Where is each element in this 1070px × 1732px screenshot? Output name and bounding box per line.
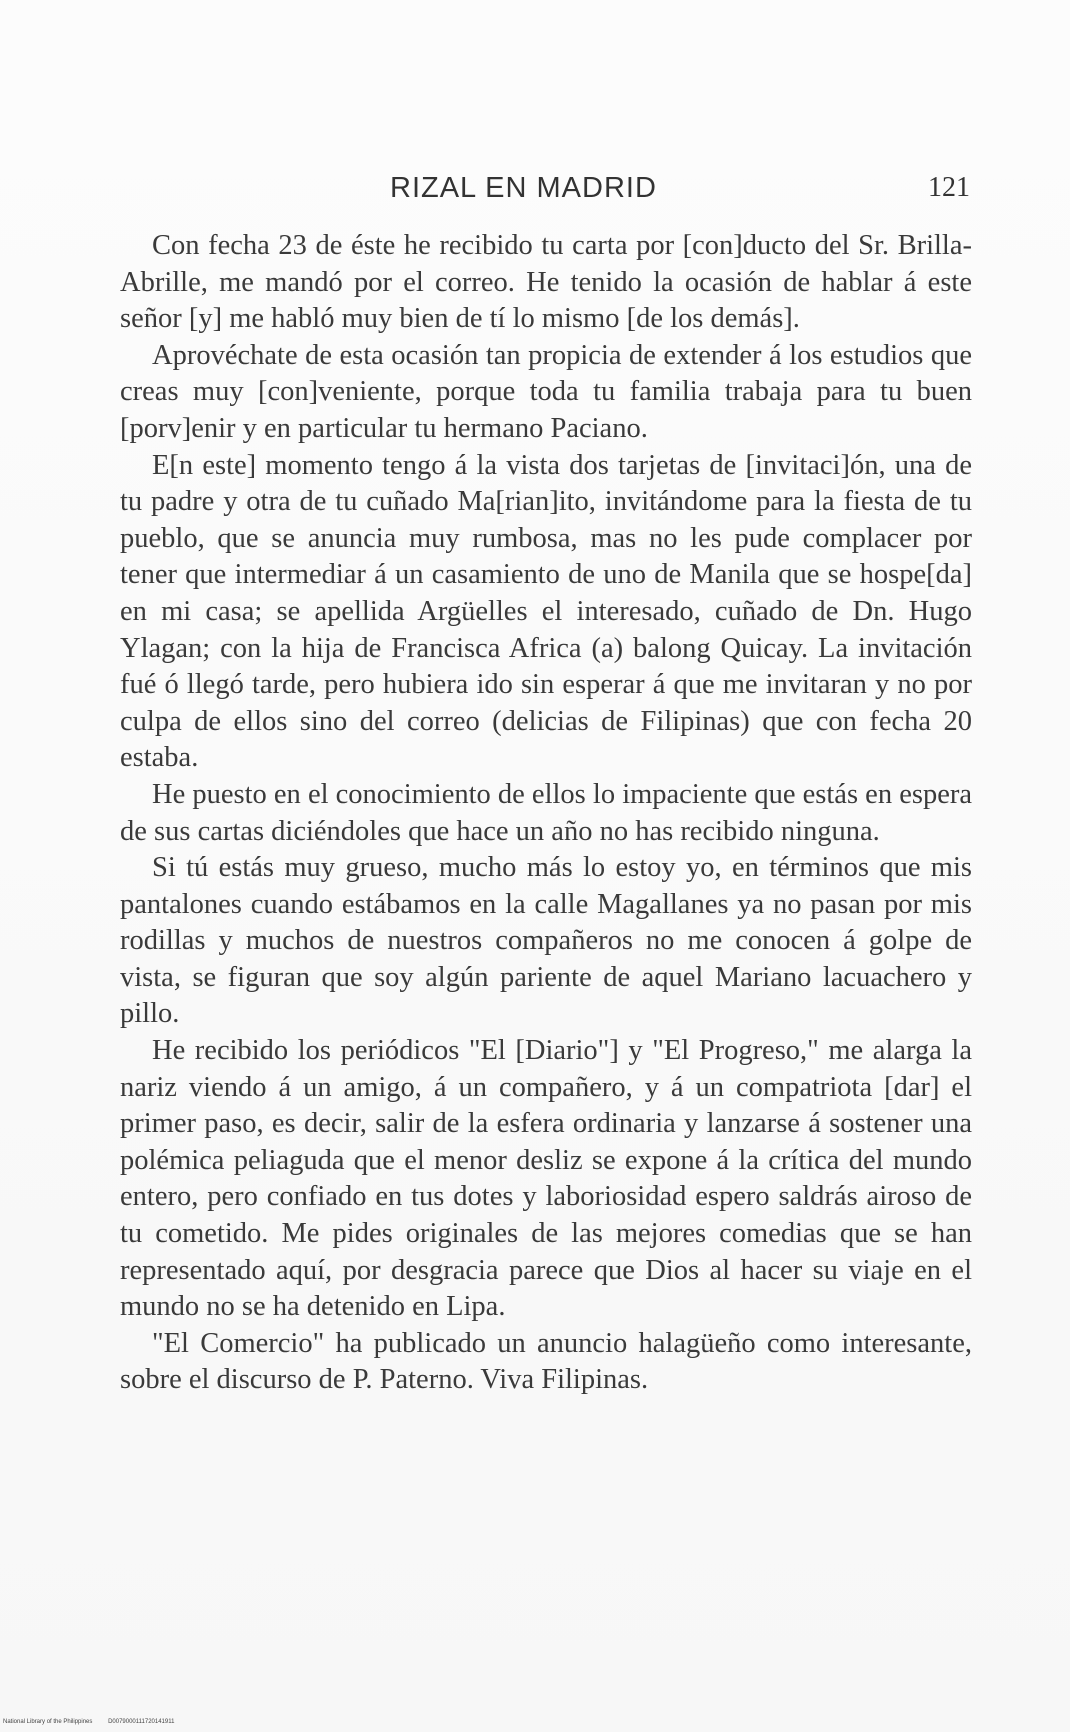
paragraph-3: E[n este] momento tengo á la vista dos tarjetas de [invitaci]ón, una de tu padre y otra de tu cuñado Ma[rian]ito, invitándome para la fiesta de tu pueblo, que se anuncia muy rumbosa, mas no les pude complacer por tener que intermediar á un casamiento de uno de Manila que se hospe[da] en mi casa; se apellida Argüelles el interesado, cuñado de Dn. Hugo Ylagan; con la hija de Francisca Africa (a) balong Quicay. La invitación fué ó llegó tarde, pero hubiera ido sin esperar á que me invitaran y no por culpa de ellos sino del correo (delicias de Filipinas) que con fecha 20 estaba. [120, 449, 972, 774]
paragraph-5: Si tú estás muy grueso, mucho más lo estoy yo, en términos que mis pantalones cuando estábamos en la calle Magallanes ya no pasan por mis rodillas y muchos de nuestros compañeros no me conocen á golpe de vista, se figuran que soy algún pariente de aquel Mariano lacuachero y pillo. [120, 852, 972, 1030]
paragraph-4: He puesto en el conocimiento de ellos lo impaciente que estás en espera de sus cartas diciéndoles que hace un año no has recibido ninguna. [120, 778, 972, 847]
paragraph-1: Con fecha 23 de éste he recibido tu carta por [con]ducto del Sr. Brilla-Abrille, me mandó por el correo. He tenido la ocasión de hablar á este señor [y] me habló muy bien de tí lo mismo [de los demás]. [120, 230, 972, 335]
page-number: 121 [928, 172, 970, 203]
letter-body [120, 228, 972, 1399]
running-title: RIZAL EN MADRID [390, 172, 657, 204]
paragraph-6: He recibido los periódicos "El [Diario"] y "El Progreso," me alarga la nariz viendo á un amigo, á un compañero, y á un compatriota [dar] el primer paso, es decir, salir de la esfera ordinaria y lanzarse á sostener una polémica peliaguda que el menor desliz se expone á la crítica del mundo entero, pero confiado en tus dotes y laboriosidad espero saldrás airoso de tu cometido. Me pides originales de las mejores comedias que se han representado aquí, por desgracia parece que Dios al hacer su viaje en el mundo no se ha detenido en Lipa. [120, 1035, 972, 1323]
paragraph-7: "El Comercio" ha publicado un anuncio halagüeño como interesante, sobre el discurso de P. Paterno. Viva Filipinas. [120, 1327, 972, 1396]
footer-source: National Library of the Philippines [3, 1719, 93, 1725]
running-head [120, 172, 970, 212]
paragraph-2: Aprovéchate de esta ocasión tan propicia de extender á los estudios que creas muy [con]veniente, porque toda tu familia trabaja para tu buen [porv]enir y en particular tu hermano Paciano. [120, 339, 972, 444]
footer-code: D0079000111720141911 [108, 1719, 175, 1725]
scan-footer [3, 1719, 188, 1725]
